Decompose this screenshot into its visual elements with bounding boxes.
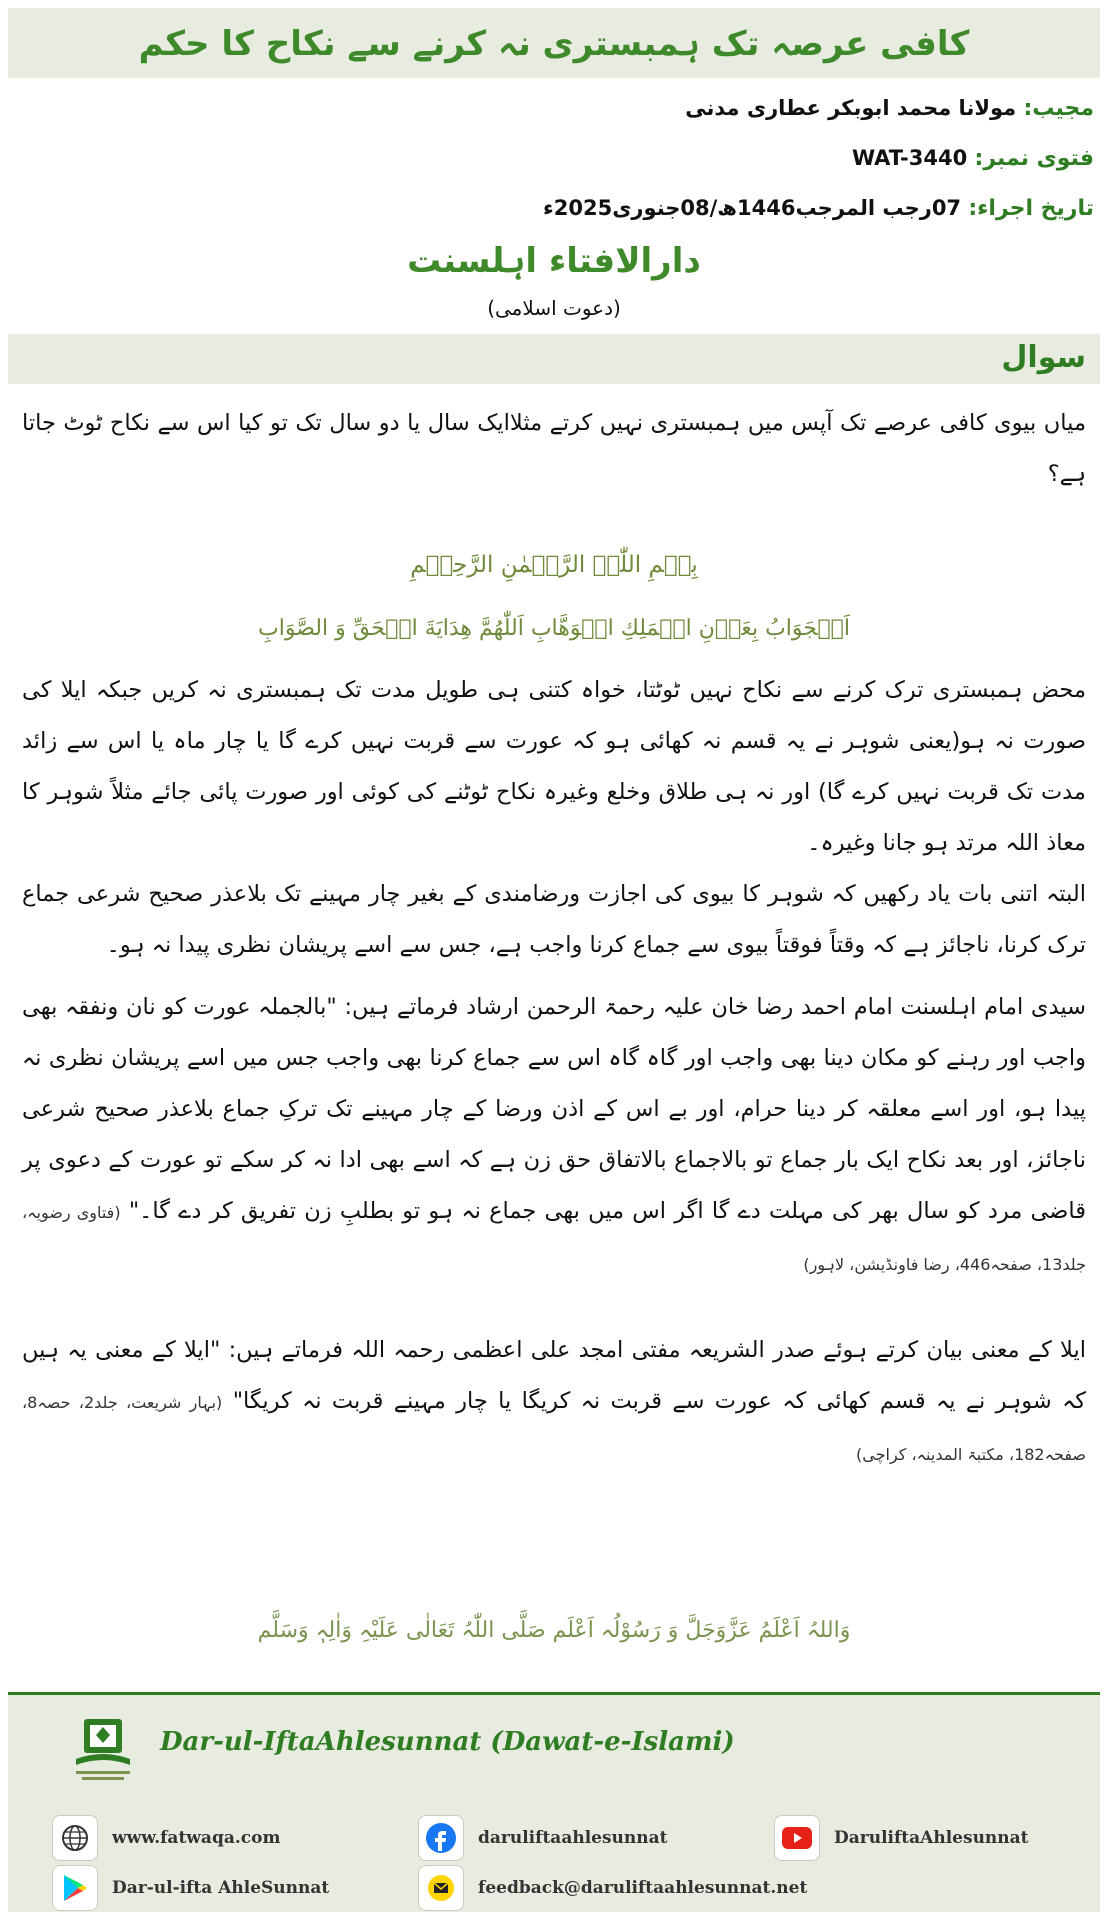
facebook-text: daruliftaahlesunnat [478,1828,668,1848]
question-heading: سوال [1001,340,1086,375]
institution-sub: (دعوت اسلامی) [487,296,621,320]
answer-paragraph-4 [22,1325,1086,1495]
footer [8,1692,1100,1912]
mujeeb-row [685,96,1094,121]
mujeeb-label: مجیب: [1023,96,1094,121]
facebook-icon [418,1815,464,1861]
closing-dua: وَاللہُ اَعْلَمُ عَزَّوَجَلَّ وَ رَسُوْلُہ اَعْلَم صَلَّی اللّٰہُ تَعَالٰی عَلَیْہِ وَاٰلِہٖ وَسَلَّم [257,1618,851,1643]
bahar-shariat-quote: ایلا کے معنی بیان کرتے ہوئے صدر الشریعہ مفتی امجد علی اعظمی رحمہ اللہ فرماتے ہیں: "ایلا کے معنی یہ ہیں کہ شوہر نے یہ قسم کھائی کہ عورت سے قربت نہ کریگا یا چار مہینے قربت نہ کریگا" [22,1337,1087,1414]
fatwa-number-value: WAT-3440 [851,146,968,170]
youtube-icon [774,1815,820,1861]
answer-paragraph-3 [22,982,1086,1312]
email-text: feedback@daruliftaahlesunnat.net [478,1878,808,1898]
fatwa-number-row [852,146,1094,171]
play-store-icon [52,1865,98,1911]
answer-opening: اَلۡجَوَابُ بِعَوۡنِ الۡمَلِكِ الۡوَهَّابِ اَللّٰهُمَّ هِدَايَةَ الۡحَقِّ وَ الصَّوَابِ [258,616,850,641]
date-row [543,196,1094,221]
play-store-link[interactable] [52,1865,329,1911]
question-heading-bar [8,334,1100,384]
globe-icon [52,1815,98,1861]
bahar-shariat-reference: (بہار شریعت، جلد2، حصہ8، صفحہ182، مکتبۃ المدینہ، کراچی) [22,1393,1086,1464]
fatawa-razawiya-reference: (فتاوی رضویہ، جلد13، صفحہ446، رضا فاونڈیشن، لاہور) [22,1203,1086,1274]
youtube-text: DaruliftaAhlesunnat [834,1828,1029,1848]
darulifta-logo [66,1713,140,1787]
mujeeb-value: مولانا محمد ابوبکر عطاری مدنی [685,96,1017,120]
youtube-link[interactable] [774,1815,1029,1861]
answer-paragraph-1: محض ہمبستری ترک کرنے سے نکاح نہیں ٹوٹتا، خواہ کتنی ہی طویل مدت تک ہمبستری نہ کریں جبکہ ایلا کی صورت نہ ہو(یعنی شوہر نے یہ قسم نہ کھائی ہو کہ عورت سے قربت نہیں کرے گا یا چار ماہ یا اس سے زائد مدت تک قربت نہیں کرے گا) اور نہ ہی طلاق وخلع وغیرہ نکاح ٹوٹنے کی کوئی اور صورت پائی جائے مثلاً شوہر کا معاذ اللہ مرتد ہو جانا وغیرہ۔ [22,677,1086,856]
answer-paragraph-2: البتہ اتنی بات یاد رکھیں کہ شوہر کا بیوی کی اجازت ورضامندی کے بغیر چار مہینے تک بلاعذر صحیح شرعی جماع ترک کرنا، ناجائز ہے کہ وقتاً فوقتاً بیوی سے جماع کرنا واجب ہے، جس سے اسے پریشان نظری پیدا نہ ہو۔ [22,881,1086,958]
date-label: تاریخ اجراء: [968,196,1094,221]
play-store-text: Dar-ul-ifta AhleSunnat [112,1878,330,1898]
institution-name: دارالافتاء اہلسنت [407,241,701,281]
facebook-link[interactable] [418,1815,667,1861]
title-bar [8,8,1100,78]
email-link[interactable] [418,1865,807,1911]
question-text: میاں بیوی کافی عرصے تک آپس میں ہمبستری نہیں کرتے مثلاایک سال یا دو سال تک تو کیا اس سے نکاح ٹوٹ جاتا ہے؟ [22,410,1086,487]
date-value: 07رجب المرجب1446ھ/08جنوری2025ء [542,196,962,220]
email-icon [418,1865,464,1911]
footer-brand: Dar-ul-IftaAhlesunnat (Dawat-e-Islami) [160,1727,735,1757]
imam-raza-quote: سیدی امام اہلسنت امام احمد رضا خان علیہ رحمۃ الرحمن ارشاد فرماتے ہیں: "بالجملہ عورت کو نان ونفقہ بھی واجب اور رہنے کو مکان دینا بھی واجب اور گاہ گاہ اس سے جماع کرنا بھی واجب جس میں اسے پریشان نظری نہ پیدا ہو، اور اسے معلقہ کر دینا حرام، اور بے اس کے اذن ورضا کے چار مہینے تک ترکِ جماع بلاعذر صحیح شرعی ناجائز، اور بعد نکاح ایک بار جماع تو بالاجماع بالاتفاق حق زن ہے کہ اسے بھی ادا نہ کر سکے تو عورت کے دعوی پر قاضی مرد کو سال بھر کی مہلت دے گا اگر اس میں بھی جماع نہ ہو تو بطلبِ زن تفریق کر دے گا۔" [22,994,1087,1224]
page-title: کافی عرصہ تک ہمبستری نہ کرنے سے نکاح کا حکم [138,23,970,64]
website-link[interactable] [52,1815,280,1861]
website-text: www.fatwaqa.com [112,1828,281,1848]
bismillah: بِسۡمِ اللّٰہِ الرَّحۡمٰنِ الرَّحِیۡمِ [410,552,698,578]
fatwa-number-label: فتوی نمبر: [974,146,1094,171]
